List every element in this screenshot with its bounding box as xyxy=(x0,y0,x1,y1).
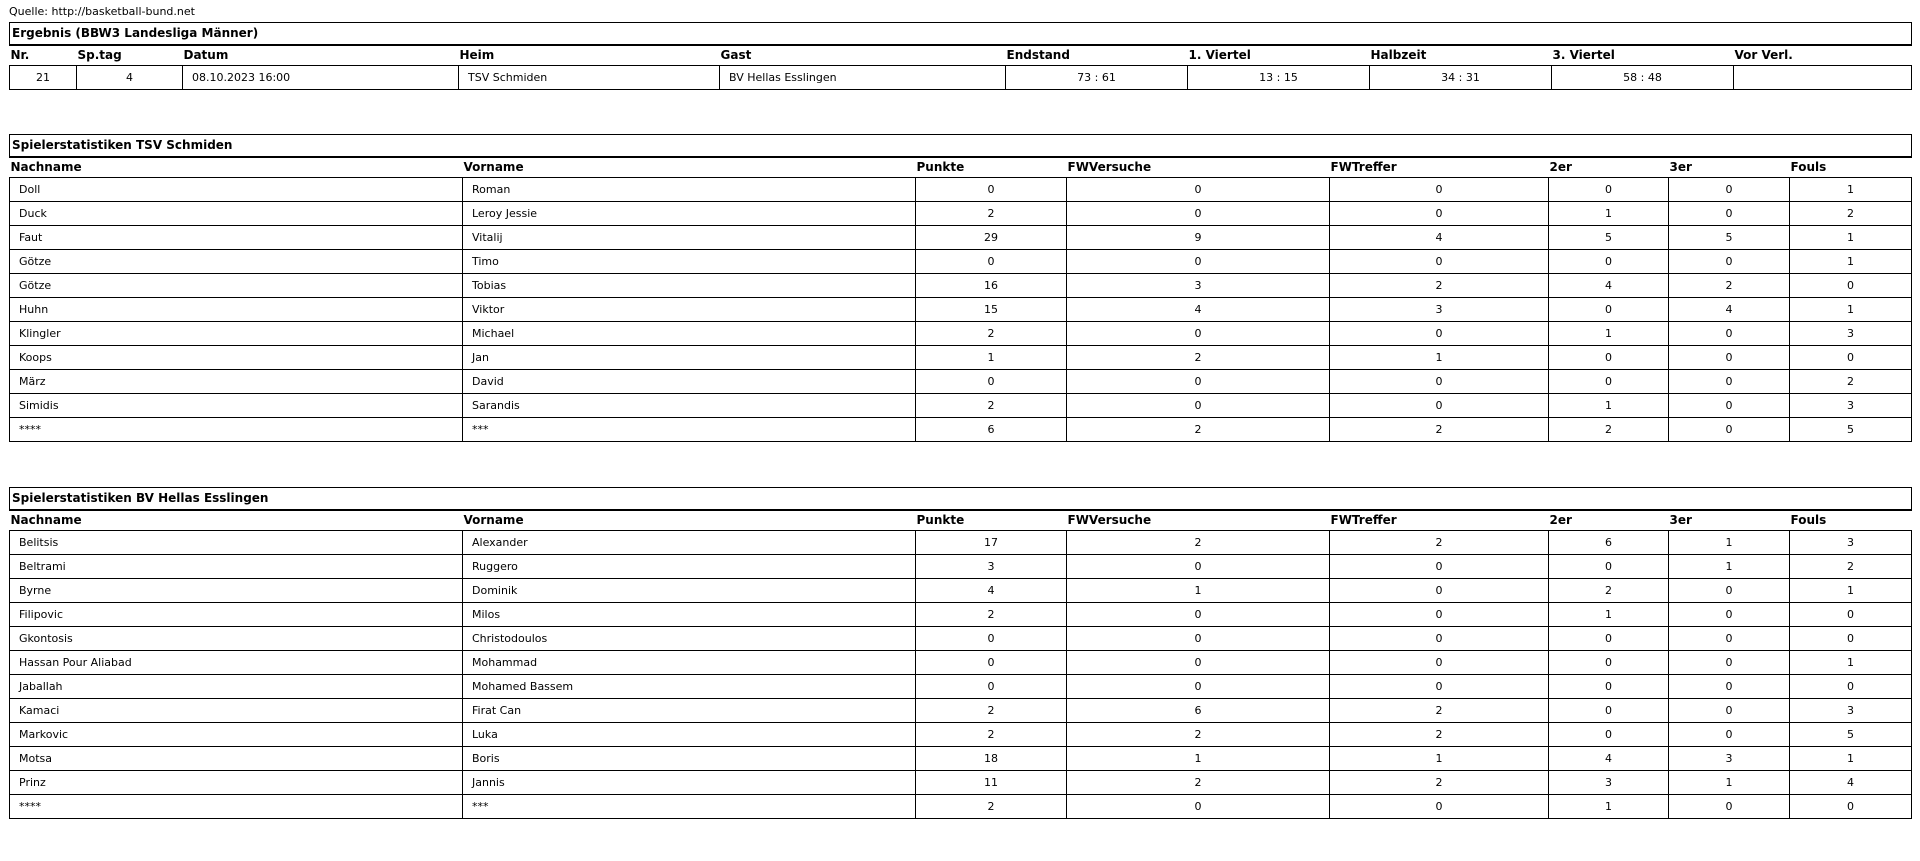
cell-fouls: 0 xyxy=(1790,274,1912,298)
cell-fwversuche: 3 xyxy=(1067,274,1330,298)
table-row xyxy=(10,699,1912,723)
cell-halbzeit: 34 : 31 xyxy=(1370,66,1552,90)
cell-2er: 1 xyxy=(1549,603,1669,627)
cell-nachname: Kamaci xyxy=(10,699,463,723)
column-header-fwversuche: FWVersuche xyxy=(1067,510,1330,531)
cell-fwtreffer: 0 xyxy=(1330,555,1549,579)
cell-nachname: Gkontosis xyxy=(10,627,463,651)
cell-fouls: 0 xyxy=(1790,627,1912,651)
cell-fwversuche: 2 xyxy=(1067,531,1330,555)
cell-2er: 4 xyxy=(1549,274,1669,298)
cell-fwversuche: 6 xyxy=(1067,699,1330,723)
cell-punkte: 2 xyxy=(916,795,1067,819)
table-row xyxy=(10,66,1912,90)
cell-punkte: 16 xyxy=(916,274,1067,298)
table-row xyxy=(10,555,1912,579)
cell-fouls: 1 xyxy=(1790,579,1912,603)
cell-vorname: Christodoulos xyxy=(463,627,916,651)
cell-punkte: 0 xyxy=(916,651,1067,675)
cell-2er: 0 xyxy=(1549,346,1669,370)
column-header-datum: Datum xyxy=(183,45,459,66)
table-row xyxy=(10,627,1912,651)
cell-fouls: 0 xyxy=(1790,346,1912,370)
cell-fwtreffer: 2 xyxy=(1330,274,1549,298)
cell-3er: 0 xyxy=(1669,418,1790,442)
cell-nachname: Hassan Pour Aliabad xyxy=(10,651,463,675)
cell-punkte: 17 xyxy=(916,531,1067,555)
table-row xyxy=(10,346,1912,370)
cell-fouls: 5 xyxy=(1790,418,1912,442)
cell-fouls: 2 xyxy=(1790,555,1912,579)
cell-vorname: Alexander xyxy=(463,531,916,555)
table-row xyxy=(10,771,1912,795)
cell-nachname: Götze xyxy=(10,250,463,274)
cell-punkte: 2 xyxy=(916,202,1067,226)
cell-nachname: Klingler xyxy=(10,322,463,346)
cell-fwtreffer: 0 xyxy=(1330,627,1549,651)
cell-fouls: 2 xyxy=(1790,202,1912,226)
cell-3er: 0 xyxy=(1669,346,1790,370)
cell-fwversuche: 1 xyxy=(1067,747,1330,771)
cell-fwversuche: 0 xyxy=(1067,651,1330,675)
cell-punkte: 0 xyxy=(916,250,1067,274)
cell-vorname: Jannis xyxy=(463,771,916,795)
cell-sp-tag: 4 xyxy=(77,66,183,90)
cell-fwtreffer: 0 xyxy=(1330,394,1549,418)
cell-2er: 0 xyxy=(1549,699,1669,723)
cell-nachname: Markovic xyxy=(10,723,463,747)
cell-nachname: Duck xyxy=(10,202,463,226)
cell-2er: 0 xyxy=(1549,675,1669,699)
cell-fwtreffer: 2 xyxy=(1330,771,1549,795)
column-header-fwtreffer: FWTreffer xyxy=(1330,157,1549,178)
cell-2er: 0 xyxy=(1549,627,1669,651)
cell-nachname: Byrne xyxy=(10,579,463,603)
table-row xyxy=(10,202,1912,226)
cell-fwversuche: 1 xyxy=(1067,579,1330,603)
cell-vorname: *** xyxy=(463,795,916,819)
cell-nachname: Motsa xyxy=(10,747,463,771)
column-header-2er: 2er xyxy=(1549,157,1669,178)
column-header-fouls: Fouls xyxy=(1790,157,1912,178)
cell-2er: 6 xyxy=(1549,531,1669,555)
cell-fwversuche: 0 xyxy=(1067,603,1330,627)
cell-2er: 2 xyxy=(1549,418,1669,442)
cell-2er: 4 xyxy=(1549,747,1669,771)
cell-nachname: Beltrami xyxy=(10,555,463,579)
table-row xyxy=(10,394,1912,418)
cell-fouls: 0 xyxy=(1790,675,1912,699)
cell-fwtreffer: 4 xyxy=(1330,226,1549,250)
cell-fwtreffer: 0 xyxy=(1330,651,1549,675)
cell-punkte: 15 xyxy=(916,298,1067,322)
cell-vorname: Mohammad xyxy=(463,651,916,675)
cell-nachname: Doll xyxy=(10,178,463,202)
cell-punkte: 2 xyxy=(916,699,1067,723)
cell-2er: 1 xyxy=(1549,202,1669,226)
cell-fwversuche: 9 xyxy=(1067,226,1330,250)
cell-3er: 1 xyxy=(1669,555,1790,579)
cell-vorname: Dominik xyxy=(463,579,916,603)
column-header-3-viertel: 3. Viertel xyxy=(1552,45,1734,66)
column-header-fwtreffer: FWTreffer xyxy=(1330,510,1549,531)
cell-fwtreffer: 0 xyxy=(1330,370,1549,394)
cell-fwversuche: 2 xyxy=(1067,771,1330,795)
cell-fwtreffer: 0 xyxy=(1330,675,1549,699)
cell-heim: TSV Schmiden xyxy=(459,66,720,90)
cell-vorname: Mohamed Bassem xyxy=(463,675,916,699)
cell-2er: 5 xyxy=(1549,226,1669,250)
cell-vorname: Firat Can xyxy=(463,699,916,723)
column-header-nr: Nr. xyxy=(10,45,77,66)
cell-fouls: 2 xyxy=(1790,370,1912,394)
column-header-heim: Heim xyxy=(459,45,720,66)
cell-punkte: 2 xyxy=(916,603,1067,627)
cell-fwversuche: 0 xyxy=(1067,202,1330,226)
cell-fwversuche: 0 xyxy=(1067,675,1330,699)
cell-fouls: 3 xyxy=(1790,322,1912,346)
table-row xyxy=(10,250,1912,274)
cell-2er: 0 xyxy=(1549,651,1669,675)
cell-fwversuche: 0 xyxy=(1067,178,1330,202)
cell-gast: BV Hellas Esslingen xyxy=(720,66,1006,90)
cell-vorname: Timo xyxy=(463,250,916,274)
column-header-sp-tag: Sp.tag xyxy=(77,45,183,66)
cell-punkte: 0 xyxy=(916,178,1067,202)
cell-punkte: 11 xyxy=(916,771,1067,795)
cell-vorname: Luka xyxy=(463,723,916,747)
cell-nachname: Prinz xyxy=(10,771,463,795)
cell-punkte: 3 xyxy=(916,555,1067,579)
cell-fouls: 3 xyxy=(1790,699,1912,723)
cell-fouls: 5 xyxy=(1790,723,1912,747)
cell-fwversuche: 0 xyxy=(1067,322,1330,346)
cell-3er: 4 xyxy=(1669,298,1790,322)
cell-punkte: 6 xyxy=(916,418,1067,442)
source-text: Quelle: http://basketball-bund.net xyxy=(9,5,195,18)
column-header-2er: 2er xyxy=(1549,510,1669,531)
cell-fouls: 0 xyxy=(1790,603,1912,627)
cell-fwtreffer: 0 xyxy=(1330,202,1549,226)
table-row xyxy=(10,579,1912,603)
cell-fouls: 1 xyxy=(1790,298,1912,322)
cell-2er: 0 xyxy=(1549,555,1669,579)
cell-3er: 2 xyxy=(1669,274,1790,298)
cell-1-viertel: 13 : 15 xyxy=(1188,66,1370,90)
column-header-fouls: Fouls xyxy=(1790,510,1912,531)
cell-fwversuche: 0 xyxy=(1067,627,1330,651)
cell-vorname: Milos xyxy=(463,603,916,627)
cell-fwversuche: 0 xyxy=(1067,370,1330,394)
cell-vorname: Viktor xyxy=(463,298,916,322)
cell-vorname: Ruggero xyxy=(463,555,916,579)
cell-fwtreffer: 2 xyxy=(1330,418,1549,442)
cell-3er: 0 xyxy=(1669,675,1790,699)
cell-2er: 0 xyxy=(1549,250,1669,274)
cell-3er: 0 xyxy=(1669,603,1790,627)
cell-nachname: Jaballah xyxy=(10,675,463,699)
cell-nachname: Belitsis xyxy=(10,531,463,555)
cell-vorname: Leroy Jessie xyxy=(463,202,916,226)
cell-fouls: 1 xyxy=(1790,178,1912,202)
cell-fwtreffer: 0 xyxy=(1330,795,1549,819)
cell-vorname: Tobias xyxy=(463,274,916,298)
cell-nachname: März xyxy=(10,370,463,394)
column-header-1-viertel: 1. Viertel xyxy=(1188,45,1370,66)
cell-3er: 0 xyxy=(1669,394,1790,418)
table-row xyxy=(10,370,1912,394)
cell-punkte: 0 xyxy=(916,675,1067,699)
column-header-nachname: Nachname xyxy=(10,157,463,178)
team2-stats-table xyxy=(9,487,1912,819)
team2-title: Spielerstatistiken BV Hellas Esslingen xyxy=(10,488,1912,511)
cell-fwtreffer: 0 xyxy=(1330,322,1549,346)
table-row xyxy=(10,274,1912,298)
cell-nr: 21 xyxy=(10,66,77,90)
cell-3er: 0 xyxy=(1669,322,1790,346)
result-table xyxy=(9,22,1912,90)
table-row xyxy=(10,418,1912,442)
team1-title: Spielerstatistiken TSV Schmiden xyxy=(10,135,1912,158)
column-header-halbzeit: Halbzeit xyxy=(1370,45,1552,66)
cell-datum: 08.10.2023 16:00 xyxy=(183,66,459,90)
column-header-nachname: Nachname xyxy=(10,510,463,531)
cell-fwtreffer: 2 xyxy=(1330,699,1549,723)
cell-3er: 0 xyxy=(1669,795,1790,819)
cell-punkte: 1 xyxy=(916,346,1067,370)
cell-punkte: 29 xyxy=(916,226,1067,250)
cell-nachname: Faut xyxy=(10,226,463,250)
table-row xyxy=(10,178,1912,202)
cell-3er: 0 xyxy=(1669,370,1790,394)
cell-fouls: 1 xyxy=(1790,250,1912,274)
cell-fwtreffer: 0 xyxy=(1330,178,1549,202)
cell-fwtreffer: 2 xyxy=(1330,531,1549,555)
cell-fouls: 1 xyxy=(1790,651,1912,675)
cell-3-viertel: 58 : 48 xyxy=(1552,66,1734,90)
cell-fwtreffer: 3 xyxy=(1330,298,1549,322)
column-header-endstand: Endstand xyxy=(1006,45,1188,66)
cell-3er: 0 xyxy=(1669,178,1790,202)
table-row xyxy=(10,226,1912,250)
cell-fwversuche: 0 xyxy=(1067,394,1330,418)
cell-fwtreffer: 0 xyxy=(1330,250,1549,274)
column-header-fwversuche: FWVersuche xyxy=(1067,157,1330,178)
cell-fouls: 3 xyxy=(1790,394,1912,418)
cell-3er: 0 xyxy=(1669,651,1790,675)
cell-fwtreffer: 1 xyxy=(1330,747,1549,771)
cell-punkte: 0 xyxy=(916,627,1067,651)
cell-fouls: 4 xyxy=(1790,771,1912,795)
cell-nachname: **** xyxy=(10,795,463,819)
table-row xyxy=(10,603,1912,627)
team1-stats-table xyxy=(9,134,1912,442)
cell-fouls: 0 xyxy=(1790,795,1912,819)
column-header-vor-verl: Vor Verl. xyxy=(1734,45,1912,66)
cell-fwversuche: 4 xyxy=(1067,298,1330,322)
cell-punkte: 2 xyxy=(916,322,1067,346)
column-header-3er: 3er xyxy=(1669,157,1790,178)
cell-3er: 1 xyxy=(1669,771,1790,795)
table-row xyxy=(10,723,1912,747)
cell-2er: 0 xyxy=(1549,298,1669,322)
cell-punkte: 18 xyxy=(916,747,1067,771)
table-row xyxy=(10,322,1912,346)
table-row xyxy=(10,531,1912,555)
cell-punkte: 4 xyxy=(916,579,1067,603)
cell-3er: 0 xyxy=(1669,723,1790,747)
column-header-3er: 3er xyxy=(1669,510,1790,531)
cell-vorname: Michael xyxy=(463,322,916,346)
cell-fouls: 1 xyxy=(1790,226,1912,250)
cell-vor-verl xyxy=(1734,66,1912,90)
cell-fwtreffer: 2 xyxy=(1330,723,1549,747)
cell-vorname: Jan xyxy=(463,346,916,370)
column-header-vorname: Vorname xyxy=(463,157,916,178)
cell-3er: 0 xyxy=(1669,627,1790,651)
result-title: Ergebnis (BBW3 Landesliga Männer) xyxy=(10,23,1912,46)
cell-fwversuche: 0 xyxy=(1067,555,1330,579)
cell-fwversuche: 2 xyxy=(1067,346,1330,370)
cell-fouls: 1 xyxy=(1790,747,1912,771)
cell-nachname: Koops xyxy=(10,346,463,370)
cell-punkte: 0 xyxy=(916,370,1067,394)
table-row xyxy=(10,298,1912,322)
cell-fwversuche: 2 xyxy=(1067,418,1330,442)
cell-punkte: 2 xyxy=(916,394,1067,418)
table-row xyxy=(10,747,1912,771)
cell-fwversuche: 0 xyxy=(1067,795,1330,819)
cell-nachname: **** xyxy=(10,418,463,442)
column-header-gast: Gast xyxy=(720,45,1006,66)
cell-3er: 5 xyxy=(1669,226,1790,250)
cell-2er: 1 xyxy=(1549,795,1669,819)
cell-vorname: *** xyxy=(463,418,916,442)
table-row xyxy=(10,795,1912,819)
cell-vorname: David xyxy=(463,370,916,394)
table-row xyxy=(10,675,1912,699)
cell-3er: 0 xyxy=(1669,699,1790,723)
cell-fwversuche: 0 xyxy=(1067,250,1330,274)
cell-3er: 0 xyxy=(1669,250,1790,274)
column-header-vorname: Vorname xyxy=(463,510,916,531)
cell-2er: 1 xyxy=(1549,394,1669,418)
cell-nachname: Götze xyxy=(10,274,463,298)
cell-vorname: Sarandis xyxy=(463,394,916,418)
cell-vorname: Roman xyxy=(463,178,916,202)
cell-fwtreffer: 0 xyxy=(1330,579,1549,603)
cell-endstand: 73 : 61 xyxy=(1006,66,1188,90)
cell-punkte: 2 xyxy=(916,723,1067,747)
cell-3er: 0 xyxy=(1669,579,1790,603)
cell-2er: 0 xyxy=(1549,178,1669,202)
cell-fouls: 3 xyxy=(1790,531,1912,555)
cell-fwtreffer: 1 xyxy=(1330,346,1549,370)
cell-vorname: Vitalij xyxy=(463,226,916,250)
cell-vorname: Boris xyxy=(463,747,916,771)
table-row xyxy=(10,651,1912,675)
cell-nachname: Huhn xyxy=(10,298,463,322)
cell-3er: 1 xyxy=(1669,531,1790,555)
cell-3er: 3 xyxy=(1669,747,1790,771)
cell-3er: 0 xyxy=(1669,202,1790,226)
cell-2er: 1 xyxy=(1549,322,1669,346)
cell-2er: 2 xyxy=(1549,579,1669,603)
cell-fwtreffer: 0 xyxy=(1330,603,1549,627)
cell-2er: 0 xyxy=(1549,370,1669,394)
column-header-punkte: Punkte xyxy=(916,510,1067,531)
cell-fwversuche: 2 xyxy=(1067,723,1330,747)
cell-nachname: Simidis xyxy=(10,394,463,418)
cell-2er: 0 xyxy=(1549,723,1669,747)
cell-nachname: Filipovic xyxy=(10,603,463,627)
column-header-punkte: Punkte xyxy=(916,157,1067,178)
cell-2er: 3 xyxy=(1549,771,1669,795)
